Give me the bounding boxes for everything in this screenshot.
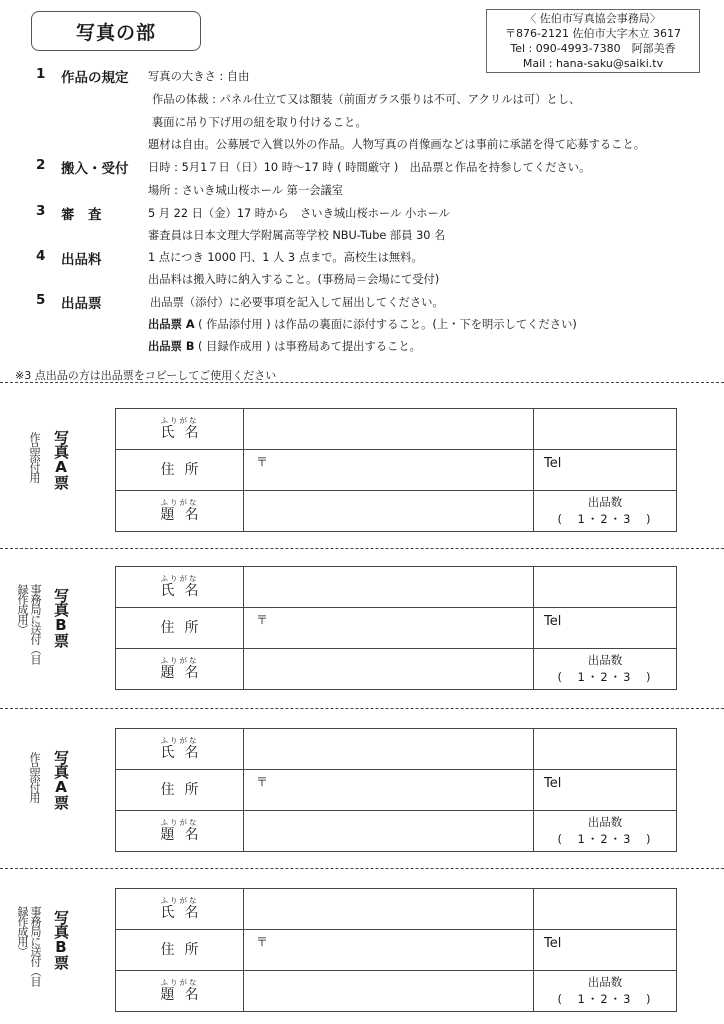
section-heading: 審 査: [61, 207, 102, 223]
section-line: 日時 : 5月1７日（日）10 時〜17 時 ( 時間厳守 ) 出品票と作品を持参してください。: [148, 161, 591, 174]
ticket-a-text: ( 作品添付用 ) は作品の裏面に添付すること。(上・下を明示してください): [194, 318, 577, 331]
section-line: 作品の体裁 : パネル仕立て又は額装（前面ガラス張りは不可、アクリルは可）とし、: [152, 93, 581, 106]
form-type-label: 写真A票: [52, 750, 70, 809]
address-label-cell: [116, 930, 244, 971]
name-label: 氏名: [160, 425, 209, 441]
name-label: 氏名: [160, 905, 209, 921]
furigana-label: ふりがな: [160, 978, 199, 987]
form-type-label: 写真B票: [52, 910, 70, 969]
contact-tel: Tel : 090-4993-7380 阿部美香: [510, 42, 676, 55]
tel-field[interactable]: [534, 450, 677, 491]
count-options[interactable]: ( 1・2・3 ): [557, 832, 653, 846]
cut-line: [0, 868, 724, 869]
entry-form-table: [115, 408, 677, 532]
address-field[interactable]: [244, 930, 534, 971]
section-heading: 搬入・受付: [61, 161, 129, 177]
title-label: 題名: [160, 827, 209, 843]
section-line: 出品票（添付）に必要事項を記入して届出してください。: [150, 296, 444, 309]
address-label: 住所: [160, 461, 209, 478]
postal-mark: 〒: [256, 613, 269, 627]
section-heading: 出品票: [61, 296, 102, 312]
section-line: 写真の大きさ : 自由: [148, 70, 250, 83]
address-field[interactable]: [244, 450, 534, 491]
tel-field[interactable]: [534, 608, 677, 649]
address-label: 住所: [160, 941, 209, 958]
copy-note: ※3 点出品の方は出品票をコピーしてご使用ください: [15, 369, 277, 382]
tel-label: Tel: [544, 936, 562, 951]
count-options[interactable]: ( 1・2・3 ): [557, 512, 653, 526]
furigana-label: ふりがな: [160, 498, 199, 507]
name-label-cell: [116, 889, 244, 930]
count-label: 出品数: [587, 815, 623, 829]
entry-form-table: [115, 566, 677, 690]
form-type-label: 写真B票: [52, 588, 70, 647]
address-label-cell: [116, 608, 244, 649]
ticket-a-label: 出品票 A: [148, 318, 195, 331]
section-line: 出品料は搬入時に納入すること。(事務局＝会場にて受付): [148, 273, 440, 286]
ticket-b-text: ( 目録作成用 ) は事務局あて提出すること。: [194, 340, 421, 353]
cut-line: [0, 548, 724, 549]
section-line: 1 点につき 1000 円、1 人 3 点まで。高校生は無料。: [148, 251, 423, 264]
title-label-cell: [116, 971, 244, 1012]
form-purpose: 作品添付用: [28, 752, 41, 802]
section-number: 1: [36, 66, 46, 82]
entry-form-table: [115, 888, 677, 1012]
name-extra-field[interactable]: [534, 567, 677, 608]
contact-org: 〈 佐伯市写真協会事務局〉: [525, 12, 661, 25]
title-label: 題名: [160, 665, 209, 681]
name-label: 氏名: [160, 583, 209, 599]
title-label-cell: [116, 491, 244, 532]
form-purpose: 事務局に送付（目録作成用）: [16, 584, 42, 664]
name-field[interactable]: [244, 889, 534, 930]
section-line: [148, 316, 577, 332]
section-number: 2: [36, 157, 46, 173]
name-extra-field[interactable]: [534, 409, 677, 450]
section-line: 審査員は日本文理大学附属高等学校 NBU-Tube 部員 30 名: [148, 229, 446, 242]
tel-label: Tel: [544, 456, 562, 471]
title-label-cell: [116, 649, 244, 690]
form-purpose: 作品添付用: [28, 432, 41, 482]
count-field[interactable]: [534, 491, 677, 532]
count-label: 出品数: [587, 975, 623, 989]
contact-mail: Mail : hana-saku@saiki.tv: [522, 57, 664, 70]
tel-field[interactable]: [534, 770, 677, 811]
count-field[interactable]: [534, 649, 677, 690]
cut-line: [0, 708, 724, 709]
contact-address: 〒876-2121 佐伯市大字木立 3617: [505, 27, 681, 40]
section-line: 裏面に吊り下げ用の紐を取り付けること。: [152, 116, 367, 129]
name-label-cell: [116, 729, 244, 770]
name-field[interactable]: [244, 567, 534, 608]
section-heading: 作品の規定: [61, 70, 129, 86]
section-line: 場所 : さいき城山桜ホール 第一会議室: [148, 184, 344, 197]
page-title: 写真の部: [31, 11, 201, 51]
name-field[interactable]: [244, 409, 534, 450]
section-heading: 出品料: [61, 252, 102, 268]
contact-box: [486, 9, 700, 73]
entry-form-table: [115, 728, 677, 852]
address-field[interactable]: [244, 770, 534, 811]
name-label-cell: [116, 567, 244, 608]
title-field[interactable]: [244, 971, 534, 1012]
count-field[interactable]: [534, 971, 677, 1012]
form-purpose: 事務局に送付（目録作成用）: [16, 906, 42, 986]
postal-mark: 〒: [256, 775, 269, 789]
postal-mark: 〒: [256, 455, 269, 469]
count-options[interactable]: ( 1・2・3 ): [557, 992, 653, 1006]
title-field[interactable]: [244, 649, 534, 690]
furigana-label: ふりがな: [160, 574, 199, 583]
postal-mark: 〒: [256, 935, 269, 949]
section-number: 3: [36, 203, 46, 219]
title-field[interactable]: [244, 811, 534, 852]
name-label: 氏名: [160, 745, 209, 761]
furigana-label: ふりがな: [160, 818, 199, 827]
furigana-label: ふりがな: [160, 416, 199, 425]
ticket-b-label: 出品票 B: [148, 340, 195, 353]
furigana-label: ふりがな: [160, 736, 199, 745]
section-line: 5 月 22 日（金）17 時から さいき城山桜ホール 小ホール: [148, 207, 450, 220]
tel-label: Tel: [544, 776, 562, 791]
address-field[interactable]: [244, 608, 534, 649]
furigana-label: ふりがな: [160, 896, 199, 905]
address-label-cell: [116, 450, 244, 491]
section-line: 題材は自由。公募展で入賞以外の作品。人物写真の肖像画などは事前に承諾を得て応募すること。: [148, 138, 646, 151]
cut-line: [0, 382, 724, 383]
title-label: 題名: [160, 507, 209, 523]
form-type-label: 写真A票: [52, 430, 70, 489]
address-label: 住所: [160, 781, 209, 798]
furigana-label: ふりがな: [160, 656, 199, 665]
name-label-cell: [116, 409, 244, 450]
name-extra-field[interactable]: [534, 729, 677, 770]
section-line: [148, 338, 421, 354]
count-label: 出品数: [587, 653, 623, 667]
section-number: 5: [36, 292, 46, 308]
address-label: 住所: [160, 619, 209, 636]
section-number: 4: [36, 248, 46, 264]
title-label-cell: [116, 811, 244, 852]
tel-field[interactable]: [534, 930, 677, 971]
name-extra-field[interactable]: [534, 889, 677, 930]
count-field[interactable]: [534, 811, 677, 852]
count-label: 出品数: [587, 495, 623, 509]
count-options[interactable]: ( 1・2・3 ): [557, 670, 653, 684]
title-label: 題名: [160, 987, 209, 1003]
address-label-cell: [116, 770, 244, 811]
name-field[interactable]: [244, 729, 534, 770]
title-field[interactable]: [244, 491, 534, 532]
tel-label: Tel: [544, 614, 562, 629]
